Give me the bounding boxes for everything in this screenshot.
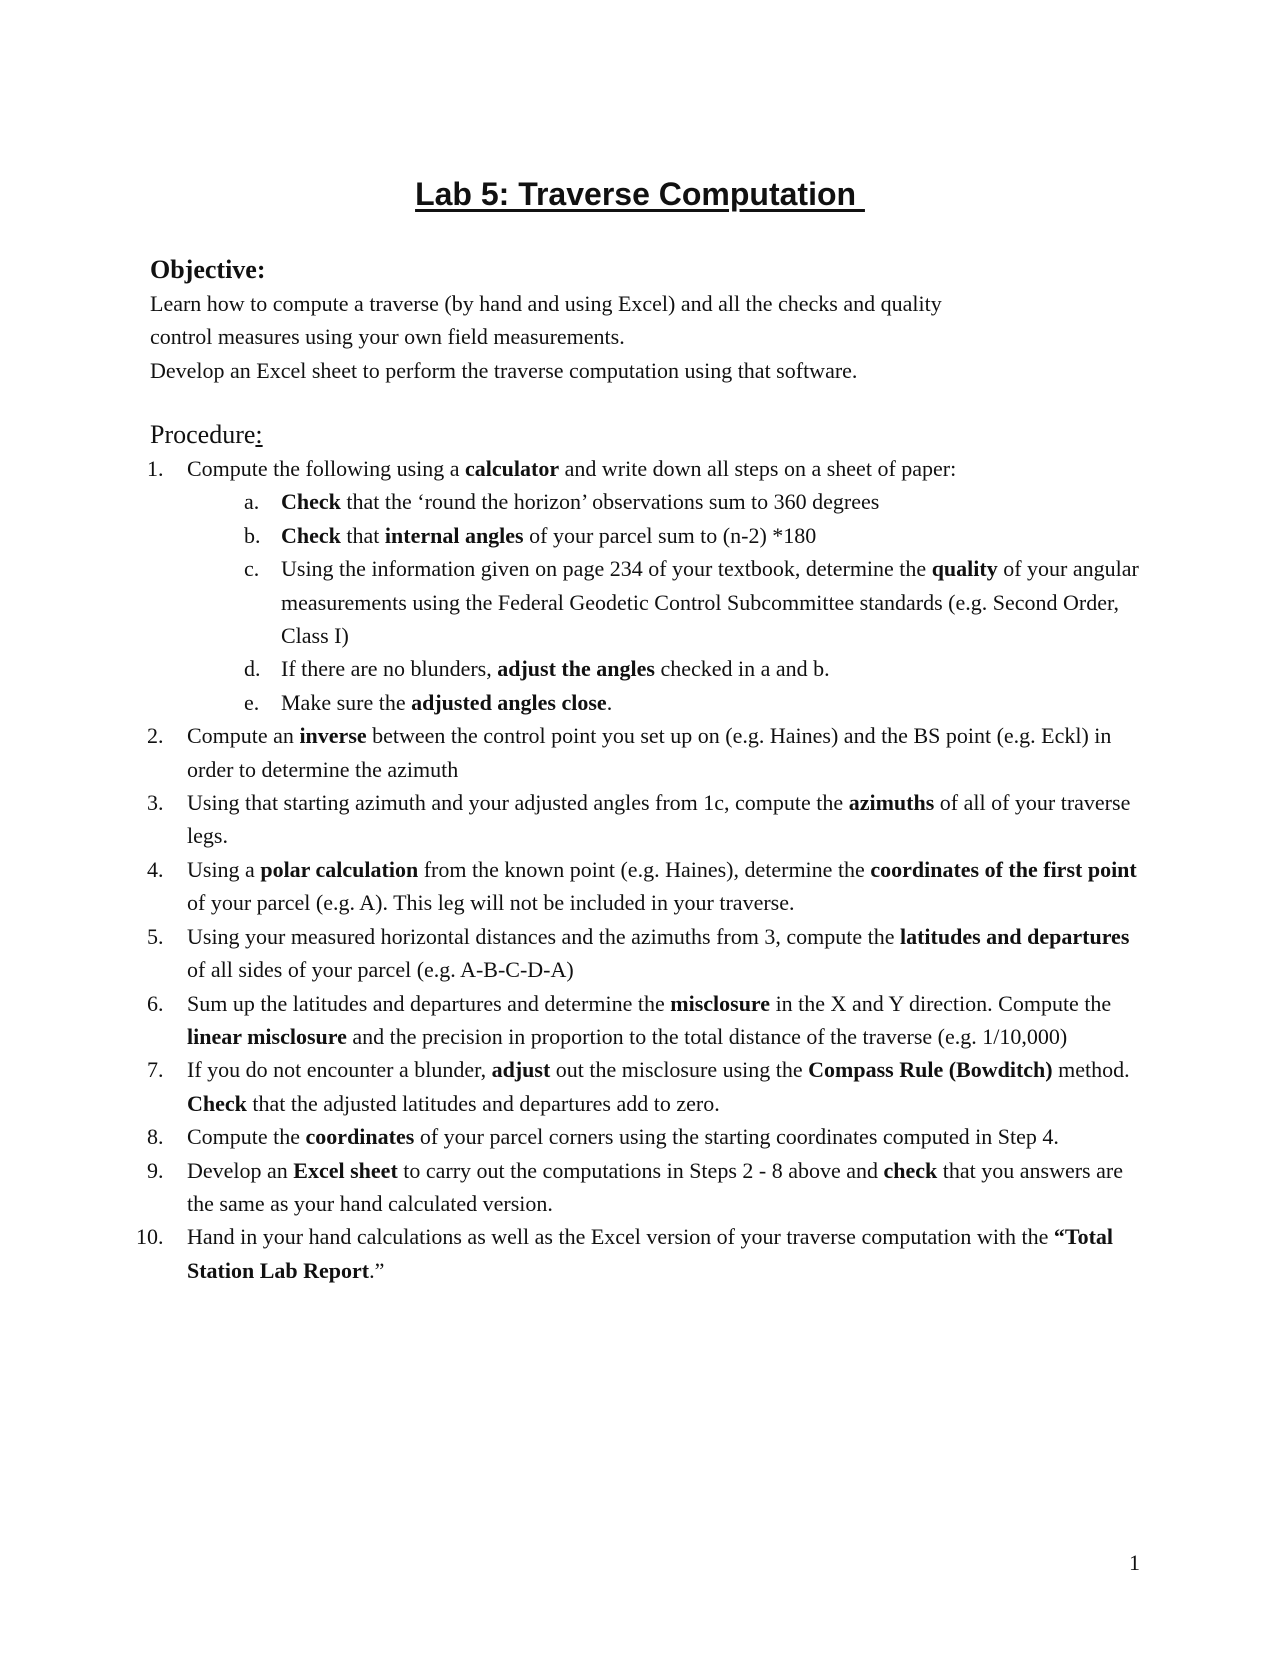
- step-number: 3.: [147, 790, 164, 816]
- text-run: If there are no blunders,: [281, 656, 498, 682]
- bold-term: coordinates: [305, 1124, 415, 1150]
- bold-term: Check: [281, 522, 341, 548]
- procedure-step: [0, 1154, 1140, 1221]
- procedure-step: [0, 719, 1140, 786]
- procedure-heading-text: Procedure: [150, 420, 256, 449]
- text-run: of your parcel corners using the starting coordinates computed in Step 4.: [414, 1124, 1059, 1150]
- step-text: [187, 1224, 1113, 1282]
- sub-step: [187, 485, 1140, 518]
- step-number: 2.: [147, 723, 164, 749]
- step-text: [187, 456, 956, 481]
- objective-heading: Objective:: [150, 255, 266, 284]
- procedure-step: [0, 920, 1140, 987]
- step-text: [187, 924, 1129, 982]
- step-text: [187, 1158, 1123, 1216]
- step-text: [187, 1124, 1059, 1149]
- procedure-step: [0, 786, 1140, 853]
- text-run: Make sure the: [281, 689, 412, 715]
- step-text: [187, 857, 1137, 915]
- text-run: Using your measured horizontal distances and the azimuths from 3, compute the: [187, 923, 900, 949]
- procedure-step: [0, 1120, 1140, 1153]
- bold-term: adjusted angles close: [411, 689, 607, 715]
- step-text: [187, 1057, 1130, 1115]
- page-number: 1: [1129, 1550, 1140, 1575]
- sub-step: [187, 519, 1140, 552]
- objective-line: Develop an Excel sheet to perform the traverse computation using that software.: [150, 357, 858, 383]
- text-run: to carry out the computations in Steps 2 - 8 above and: [397, 1157, 884, 1183]
- sub-step-letter: a.: [244, 489, 260, 515]
- sub-step-text: [281, 556, 1139, 648]
- text-run: from the known point (e.g. Haines), determine the: [418, 856, 871, 882]
- bold-term: Check: [281, 489, 341, 515]
- step-text: [187, 991, 1111, 1049]
- bold-term: adjust the angles: [497, 656, 655, 682]
- step-text: [187, 790, 1130, 848]
- step-number: 6.: [147, 990, 164, 1016]
- sub-step-letter: c.: [244, 556, 260, 582]
- procedure-steps-list: [0, 452, 1140, 1287]
- sub-step-text: [281, 523, 816, 548]
- bold-term: adjust: [491, 1057, 551, 1083]
- text-run: Compute an: [187, 723, 300, 749]
- bold-term: polar calculation: [260, 856, 419, 882]
- text-run: Compute the following using a: [187, 456, 466, 481]
- bold-term: latitudes and departures: [899, 923, 1130, 949]
- bold-term: Check: [187, 1090, 247, 1116]
- text-run: that you answers are the same as your hand calculated version.: [187, 1157, 1123, 1216]
- sub-step-text: [281, 690, 612, 715]
- page-title: Lab 5: Traverse Computation: [415, 176, 865, 212]
- sub-step-letter: d.: [244, 656, 261, 682]
- sub-step: [187, 686, 1140, 719]
- text-run: and write down all steps on a sheet of paper:: [559, 456, 957, 481]
- procedure-heading: [150, 418, 263, 452]
- sub-step-letter: b.: [244, 522, 261, 548]
- sub-step: [187, 552, 1140, 652]
- text-run: Develop an: [187, 1157, 294, 1183]
- bold-term: “Total Station Lab Report: [187, 1224, 1114, 1283]
- text-run: that the adjusted latitudes and departures add to zero.: [246, 1090, 720, 1116]
- objective-line: control measures using your own field measurements.: [150, 324, 625, 350]
- procedure-step: [0, 1220, 1140, 1287]
- text-run: If you do not encounter a blunder,: [187, 1057, 492, 1083]
- text-run: Compute the: [187, 1124, 306, 1150]
- bold-term: check: [883, 1157, 938, 1183]
- step-number: 5.: [147, 923, 164, 949]
- step-number: 7.: [147, 1057, 164, 1083]
- text-run: Using the information given on page 234 of your textbook, determine the: [281, 556, 932, 582]
- bold-term: calculator: [465, 456, 560, 481]
- text-run: Hand in your hand calculations as well as the Excel version of your traverse computation with the: [187, 1224, 1054, 1250]
- text-run: .: [606, 689, 613, 715]
- sub-step-text: [281, 656, 830, 681]
- procedure-step: [0, 853, 1140, 920]
- sub-step: [187, 652, 1140, 685]
- text-run: in the X and Y direction. Compute the: [770, 990, 1112, 1016]
- text-run: that: [340, 522, 385, 548]
- text-run: that the ‘round the horizon’ observations sum to 360 degrees: [340, 489, 880, 515]
- text-run: of all of your traverse legs.: [187, 790, 1131, 849]
- sub-steps-list: [187, 485, 1140, 719]
- text-run: checked in a and b.: [654, 656, 830, 682]
- step-number: 1.: [147, 456, 164, 481]
- step-number: 9.: [147, 1157, 164, 1183]
- sub-step-text: [281, 489, 879, 514]
- text-run: and the precision in proportion to the total distance of the traverse (e.g. 1/10,000): [346, 1023, 1068, 1049]
- text-run: method.: [1052, 1057, 1130, 1083]
- text-run: between the control point you set up on (e.g. Haines) and the BS point (e.g. Eckl) in order to determine the azimuth: [187, 723, 1112, 782]
- step-number: 10.: [136, 1224, 164, 1250]
- bold-term: Compass Rule (Bowditch): [808, 1057, 1053, 1083]
- procedure-step: [0, 987, 1140, 1054]
- text-run: Using that starting azimuth and your adjusted angles from 1c, compute the: [187, 790, 849, 816]
- sub-step-letter: e.: [244, 689, 260, 715]
- procedure-heading-colon: :: [255, 420, 263, 449]
- text-run: of your parcel sum to (n-2) *180: [523, 522, 817, 548]
- bold-term: Excel sheet: [293, 1157, 398, 1183]
- bold-term: quality: [931, 556, 998, 582]
- bold-term: internal angles: [384, 522, 524, 548]
- text-run: of your parcel (e.g. A). This leg will not be included in your traverse.: [187, 890, 795, 916]
- procedure-step: [0, 1053, 1140, 1120]
- text-run: .”: [369, 1257, 385, 1283]
- bold-term: inverse: [299, 723, 367, 749]
- text-run: Using a: [187, 856, 261, 882]
- bold-term: misclosure: [670, 990, 771, 1016]
- objective-body: [150, 287, 1140, 387]
- text-run: of all sides of your parcel (e.g. A-B-C-D-A): [187, 957, 574, 983]
- text-run: of your angular measurements using the Federal Geodetic Control Subcommittee standards (e.g. Second Order, Class I): [281, 556, 1139, 649]
- procedure-step: [0, 452, 1140, 719]
- objective-line: Learn how to compute a traverse (by hand and using Excel) and all the checks and quality: [150, 291, 942, 316]
- bold-term: coordinates of the first point: [870, 856, 1137, 882]
- bold-term: azimuths: [848, 790, 935, 816]
- bold-term: linear misclosure: [187, 1023, 347, 1049]
- step-number: 4.: [147, 856, 164, 882]
- step-text: [187, 723, 1111, 781]
- text-run: out the misclosure using the: [550, 1057, 809, 1083]
- text-run: Sum up the latitudes and departures and determine the: [187, 990, 671, 1016]
- step-number: 8.: [147, 1124, 164, 1150]
